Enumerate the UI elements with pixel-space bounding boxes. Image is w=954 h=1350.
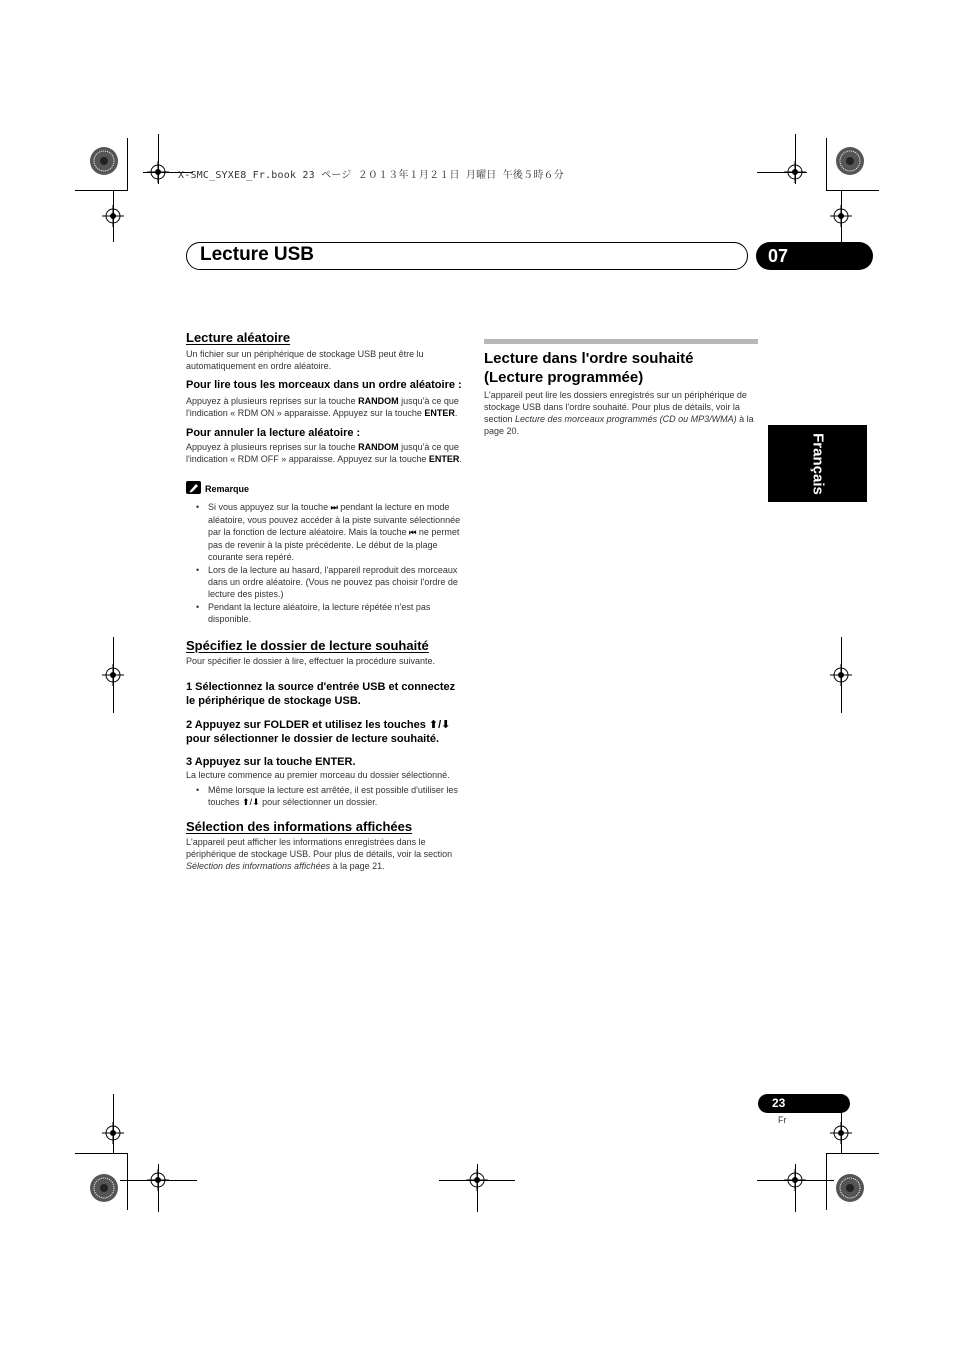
registration-wheel-icon	[89, 1173, 119, 1203]
registration-wheel-icon	[835, 1173, 865, 1203]
random-intro: Un fichier sur un périphérique de stockage USB peut être lu automatiquement en ordre aléatoire.	[186, 349, 424, 371]
next-track-icon: ⏭	[330, 503, 338, 512]
page-number: 23	[758, 1094, 850, 1113]
crosshair-icon	[147, 1169, 169, 1191]
remark-box	[186, 479, 462, 625]
crosshair-icon	[147, 161, 169, 183]
display-info-text: L'appareil peut afficher les informations enregistrées dans le périphérique de stockage USB. Pour plus de détails, voir la section Sélection des informations affichées à la page 21.	[186, 837, 453, 871]
remark-bullet-3: • Pendant la lecture aléatoire, la lecture répétée n'est pas disponible.	[186, 601, 462, 625]
remark-bullet-1: • Si vous appuyez sur la touche ⏭ pendant la lecture en mode aléatoire, vous pouvez accéder à la piste suivante sélectionnée par la fonction de lecture aléatoire. Mais la touche ⏮ ne permet pas de revenir à la piste précédente. Le début de la plage courante sera repéré.	[186, 501, 462, 563]
chapter-number: 07	[756, 242, 873, 270]
random-key: RANDOM	[358, 396, 399, 406]
up-down-arrows-icon: ⬆/⬇	[242, 797, 260, 807]
right-column	[484, 349, 756, 437]
note-pencil-icon	[186, 481, 201, 494]
random-play-subheading: Pour lire tous les morceaux dans un ordre aléatoire :	[186, 379, 462, 391]
crosshair-icon	[102, 1122, 124, 1144]
language-tab	[768, 425, 867, 502]
random-play-text: Appuyez à plusieurs reprises sur la touche RANDOM jusqu'à ce que l'indication « RDM ON » apparaisse. Appuyez sur la touche ENTER.	[186, 396, 459, 418]
programmed-text: L'appareil peut lire les dossiers enregistrés sur un périphérique de stockage USB dans l'ordre souhaité. Pour plus de détails, voir la section Lecture des morceaux programmés (CD ou MP3/WMA) à la page 20.	[484, 390, 754, 436]
crosshair-icon	[102, 205, 124, 227]
random-cancel-subheading: Pour annuler la lecture aléatoire :	[186, 427, 361, 439]
enter-key: ENTER	[428, 454, 460, 464]
folder-bullet: • Même lorsque la lecture est arrêtée, il est possible d'utiliser les touches ⬆/⬇ pour sélectionner un dossier.	[186, 784, 462, 808]
section-title-display-info: Sélection des informations affichées	[186, 819, 413, 834]
registration-wheel-icon	[835, 146, 865, 176]
page-language: Fr	[778, 1115, 787, 1125]
display-info-reference: Sélection des informations affichées	[186, 861, 331, 871]
crosshair-icon	[784, 1169, 806, 1191]
left-column	[186, 330, 462, 872]
registration-wheel-icon	[89, 146, 119, 176]
programmed-reference: Lecture des morceaux programmés (CD ou MP3/WMA)	[515, 414, 737, 424]
enter-key: ENTER	[424, 408, 455, 418]
random-key: RANDOM	[358, 442, 399, 452]
crosshair-icon	[830, 664, 852, 686]
up-down-arrows-icon: ⬆/⬇	[428, 719, 451, 731]
folder-intro: Pour spécifier le dossier à lire, effectuer la procédure suivante.	[186, 656, 435, 666]
folder-step-2: 2 Appuyez sur FOLDER et utilisez les touches ⬆/⬇ pour sélectionner le dossier de lecture souhaité.	[186, 719, 451, 745]
folder-step-3: 3 Appuyez sur la touche ENTER.	[186, 756, 356, 768]
random-cancel-text: Appuyez à plusieurs reprises sur la touche RANDOM jusqu'à ce que l'indication « RDM OFF » apparaisse. Appuyez sur la touche ENTER.	[186, 442, 462, 464]
previous-track-icon: ⏮	[409, 528, 417, 537]
crosshair-icon	[830, 205, 852, 227]
print-slug: X-SMC_SYXE8_Fr.book 23 ページ ２０１３年１月２１日 月曜日 午後５時６分	[178, 170, 564, 181]
section-rule	[484, 339, 758, 344]
crosshair-icon	[830, 1122, 852, 1144]
section-title-random: Lecture aléatoire	[186, 330, 291, 345]
folder-step-1: 1 Sélectionnez la source d'entrée USB et connectez le périphérique de stockage USB.	[186, 681, 456, 707]
remark-bullet-2: • Lors de la lecture au hasard, l'appareil reproduit des morceaux dans un ordre aléatoire. (Vous ne pouvez pas choisir l'ordre de lecture des pistes.)	[186, 564, 462, 600]
language-tab-label: Français	[809, 432, 826, 495]
chapter-title: Lecture USB	[200, 244, 315, 265]
crosshair-icon	[784, 161, 806, 183]
folder-step-3-text: La lecture commence au premier morceau du dossier sélectionné.	[186, 770, 450, 780]
remark-heading: Remarque	[186, 479, 462, 497]
crosshair-icon	[466, 1169, 488, 1191]
section-title-folder: Spécifiez le dossier de lecture souhaité	[186, 638, 429, 653]
section-title-programmed: Lecture dans l'ordre souhaité (Lecture programmée)	[484, 350, 694, 386]
crosshair-icon	[102, 664, 124, 686]
